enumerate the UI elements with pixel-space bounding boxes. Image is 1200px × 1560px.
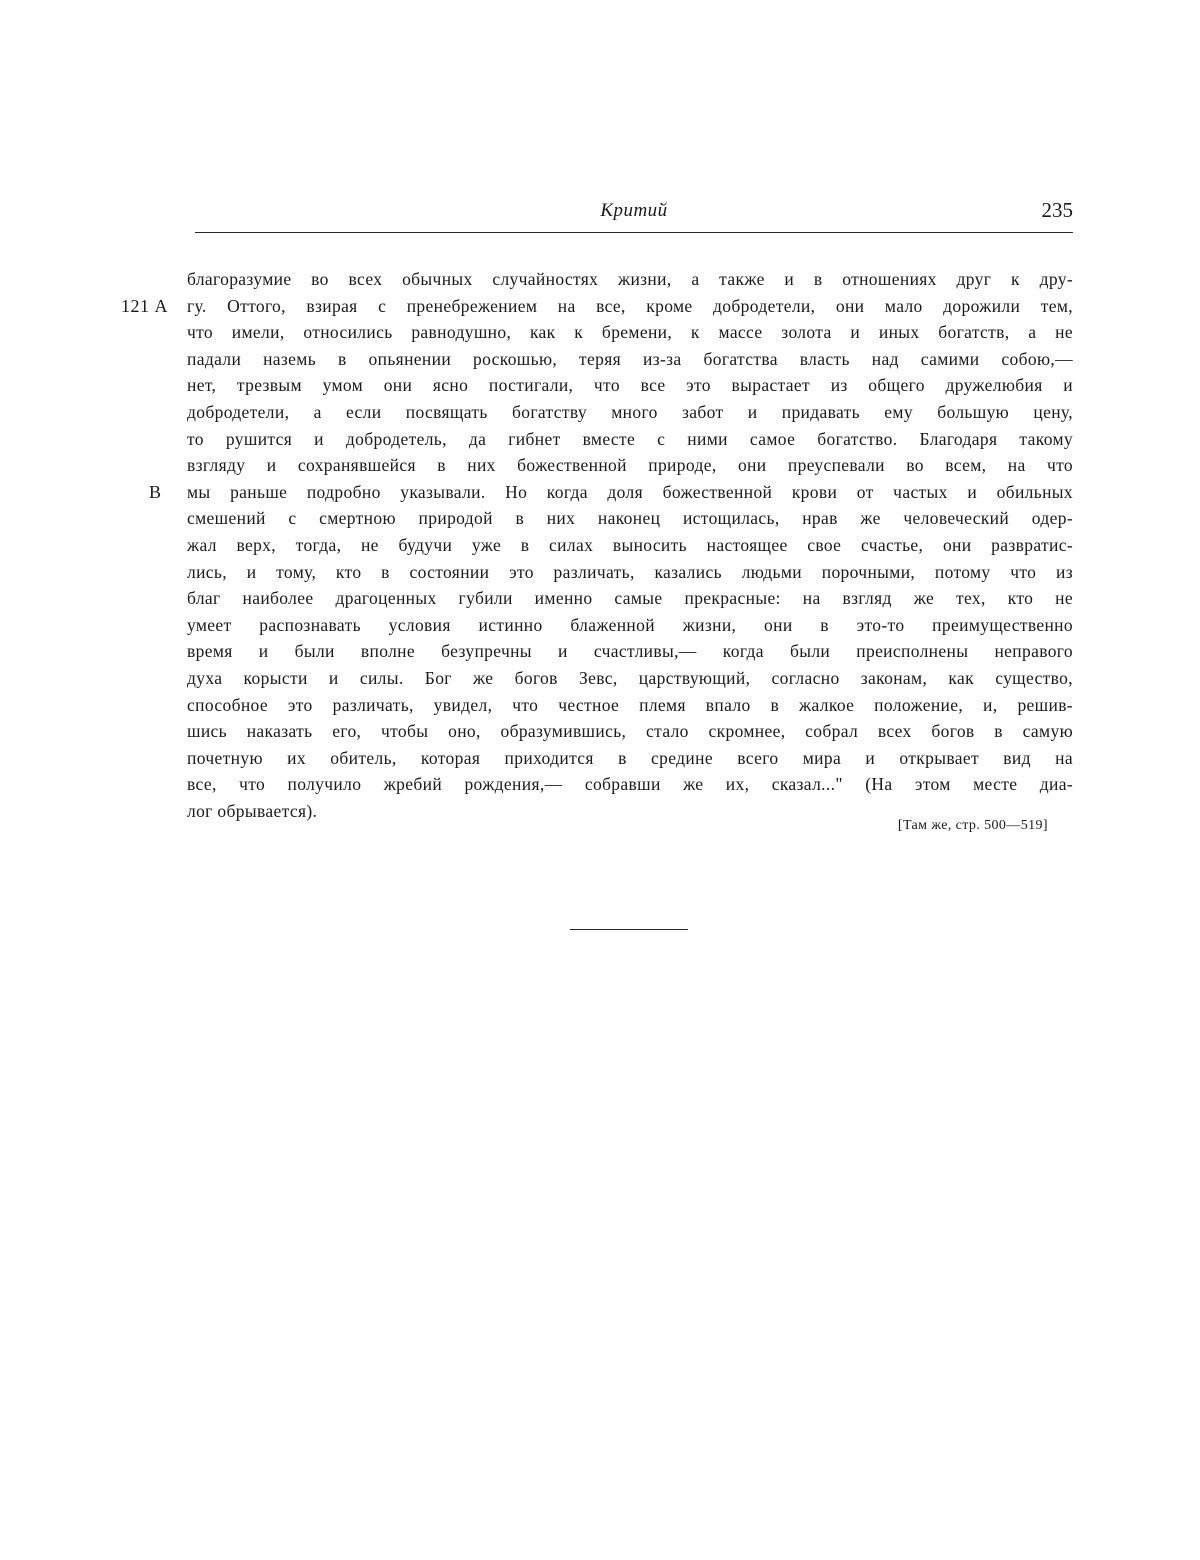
text-line: лись, и тому, кто в состоянии это различать, казались людьми порочными, потому что из [187, 561, 1073, 582]
text-line: духа корысти и силы. Бог же богов Зевс, царствующий, согласно законам, как существо, [187, 667, 1073, 688]
text-line: почетную их обитель, которая приходится в средине всего мира и открывает вид на [187, 747, 1073, 768]
source-citation: [Там же, стр. 500—519] [897, 818, 1048, 833]
text-line: время и были вполне безупречны и счастливы,— когда были преисполнены неправого [187, 641, 1073, 662]
text-line: мы раньше подробно указывали. Но когда доля божественной крови от частых и обильных [187, 481, 1073, 502]
end-rule [570, 929, 688, 930]
text-line: нет, трезвым умом они ясно постигали, что все это вырастает из общего дружелюбия и [187, 375, 1073, 396]
page-number: 235 [1041, 198, 1073, 222]
text-line: благ наиболее драгоценных губили именно самые прекрасные: на взгляд же тех, кто не [187, 588, 1073, 609]
text-line: падали наземь в опьянении роскошью, теряя из-за богатства власть над самими собою,— [187, 348, 1073, 369]
text-line: способное это различать, увидел, что честное племя впало в жалкое положение, и, решив- [187, 694, 1073, 715]
text-line: все, что получило жребий рождения,— собравши же их, сказал..." (На этом месте диа- [187, 774, 1073, 795]
text-line: лог обрывается). [187, 800, 318, 821]
text-line: что имели, относились равнодушно, как к бремени, к массе золота и иных богатств, а не [187, 322, 1073, 343]
text-line: благоразумие во всех обычных случайностях жизни, а также и в отношениях друг к дру- [187, 269, 1073, 289]
text-line: смешений с смертною природой в них наконец истощилась, нрав же человеческий одер- [187, 508, 1073, 529]
margin-section-mark: В [149, 482, 162, 502]
text-line: шись наказать его, чтобы оно, образумившись, стало скромнее, собрал всех богов в самую [187, 721, 1073, 742]
text-line: гу. Оттого, взирая с пренебрежением на все, кроме добродетели, они мало дорожили тем, [187, 295, 1073, 316]
text-line: жал верх, тогда, не будучи уже в силах выносить настоящее свое счастье, они развратис- [187, 534, 1073, 555]
running-title: Критий [600, 200, 668, 221]
text-line: взгляду и сохранявшейся в них божественной природе, они преуспевали во всем, на что [187, 455, 1073, 476]
text-line: то рушится и добродетель, да гибнет вместе с ними самое богатство. Благодаря такому [187, 428, 1073, 449]
body-text [187, 266, 1073, 824]
running-head [195, 198, 1073, 232]
text-line: умеет распознавать условия истинно блаженной жизни, они в это-то преимущественно [187, 614, 1073, 635]
text-line: добродетели, а если посвящать богатству много забот и придавать ему большую цену, [187, 401, 1073, 422]
header-rule [195, 232, 1073, 233]
margin-section-mark: 121 А [121, 296, 168, 316]
